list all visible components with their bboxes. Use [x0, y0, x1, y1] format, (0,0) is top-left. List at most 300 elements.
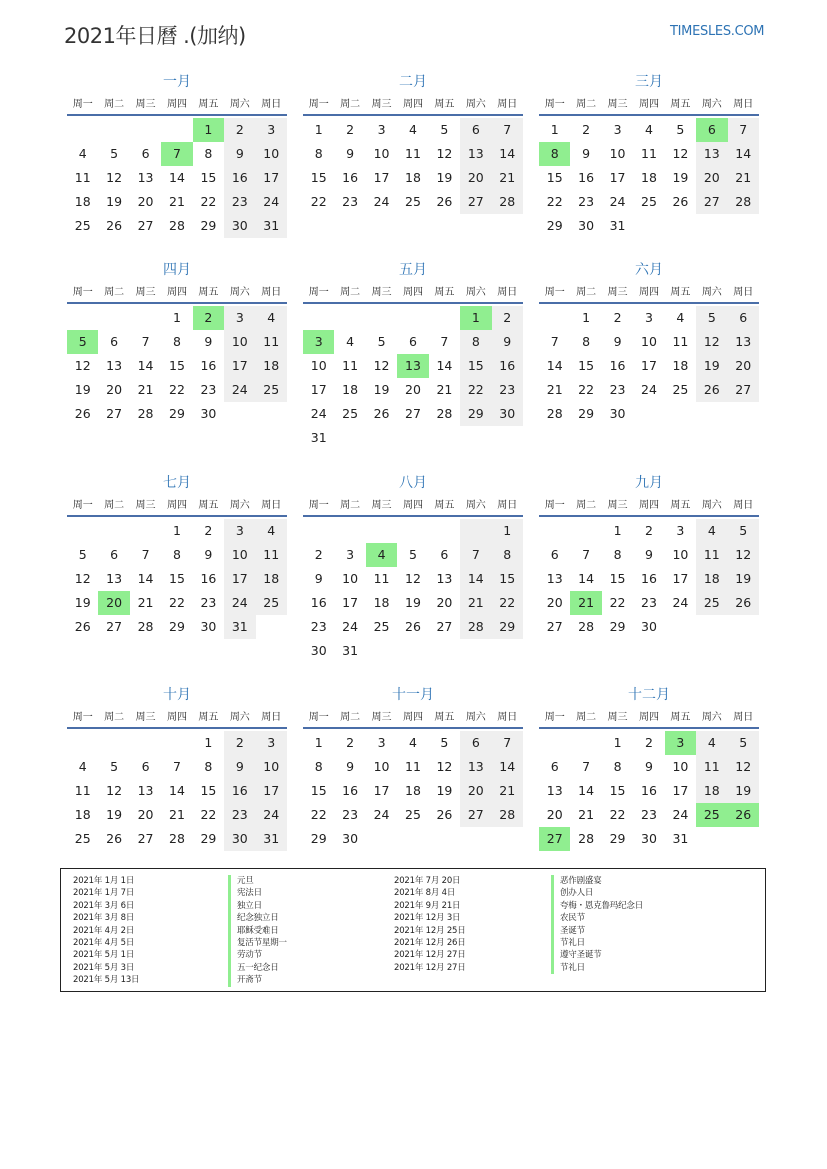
day-cell: 20: [696, 166, 727, 190]
weekday-label: 周五: [198, 712, 219, 723]
weekday-label: 周六: [465, 712, 486, 723]
weekday-label: 周一: [308, 712, 329, 723]
weekday-header: [67, 96, 287, 116]
day-cell: 6: [550, 759, 559, 774]
month-title: 二月: [399, 74, 427, 90]
day-cell: 28: [492, 190, 523, 214]
weekday-header: [303, 709, 523, 729]
day-cell: 28: [728, 190, 759, 214]
day-cell: 21: [546, 382, 563, 397]
day-cell: 22: [609, 595, 626, 610]
day-cell: 25: [641, 194, 657, 209]
day-cell: 22: [609, 807, 626, 822]
holiday-name: 遵守圣诞节: [551, 949, 643, 961]
weekday-label: 周四: [402, 500, 423, 511]
empty-cell: [67, 519, 98, 543]
weekday-label: 周日: [261, 500, 282, 511]
holiday-name: 开斋节: [228, 974, 287, 986]
empty-cell: [429, 519, 460, 543]
day-cell: 2: [224, 731, 255, 755]
weekday-label: 周三: [135, 500, 156, 511]
day-cell: 30: [342, 831, 359, 846]
day-cell: 11: [74, 170, 91, 185]
empty-cell: [429, 306, 460, 330]
day-cell: 15: [460, 354, 491, 378]
day-cell: 9: [346, 146, 355, 161]
day-cell: 3: [256, 118, 287, 142]
empty-cell: [570, 731, 601, 755]
month-block: [303, 685, 523, 851]
day-cell: 14: [578, 571, 595, 586]
day-cell: 28: [578, 831, 595, 846]
empty-cell: [130, 118, 161, 142]
weekday-label: 周四: [166, 712, 187, 723]
holiday-name: 节礼日: [551, 962, 643, 974]
day-cell: 10: [310, 358, 327, 373]
day-cell: 6: [460, 118, 491, 142]
day-cell: 7: [173, 759, 181, 774]
day-cell: 5: [440, 735, 449, 750]
day-cell: 14: [169, 170, 185, 185]
day-cell: 27: [460, 803, 491, 827]
weekday-label: 周三: [607, 287, 628, 298]
day-cell: 4: [346, 334, 355, 349]
day-cell: 25: [672, 382, 689, 397]
day-cell: 23: [224, 190, 255, 214]
day-cell: 17: [672, 783, 689, 798]
day-cell: 28: [578, 619, 595, 634]
weekday-label: 周四: [402, 287, 423, 298]
day-cell: 19: [74, 595, 91, 610]
weekday-label: 周六: [465, 500, 486, 511]
day-cell: 9: [346, 759, 355, 774]
weekday-label: 周三: [135, 99, 156, 110]
weekday-label: 周三: [607, 712, 628, 723]
month-title: 十一月: [392, 687, 434, 703]
day-cell: 21: [169, 194, 185, 209]
day-cell: 29: [169, 619, 185, 634]
empty-cell: [98, 519, 129, 543]
day-cell: 10: [256, 142, 287, 166]
day-cell: 13: [728, 330, 759, 354]
day-cell: 14: [492, 142, 523, 166]
day-cell: 19: [672, 170, 689, 185]
weekday-label: 周日: [733, 500, 754, 511]
day-cell: 25: [74, 218, 91, 233]
weekday-label: 周一: [544, 99, 565, 110]
day-cell: 20: [546, 807, 563, 822]
day-cell: 22: [310, 194, 327, 209]
day-cell: 27: [405, 406, 421, 421]
day-cell: 5: [110, 759, 119, 774]
day-cell: 26: [696, 378, 727, 402]
month-block: [303, 72, 523, 214]
day-cell: 28: [137, 619, 154, 634]
day-cell: 8: [613, 759, 622, 774]
day-cell: 20: [436, 595, 453, 610]
day-cell: 27: [137, 831, 154, 846]
day-cell: 8: [582, 334, 591, 349]
day-cell: 4: [696, 519, 727, 543]
day-cell: 12: [106, 170, 123, 185]
day-cell: 7: [582, 547, 591, 562]
day-cell: 25: [405, 194, 421, 209]
day-cell: 30: [200, 619, 217, 634]
day-cell: 21: [169, 807, 185, 822]
empty-cell: [67, 118, 98, 142]
day-cell: 14: [492, 755, 523, 779]
day-cell: 10: [641, 334, 657, 349]
weekday-label: 周一: [308, 500, 329, 511]
day-cell: 22: [492, 591, 523, 615]
day-cell: 19: [106, 807, 123, 822]
holiday-date: 2021年 5月 3日: [73, 962, 135, 973]
day-cell: 5: [409, 547, 417, 562]
day-cell: 1: [204, 735, 213, 750]
holiday-name: 宪法日: [228, 887, 287, 899]
month-title: 三月: [635, 74, 663, 90]
month-block: [303, 260, 523, 450]
day-cell: 31: [256, 214, 287, 238]
day-cell: 28: [169, 218, 185, 233]
empty-cell: [161, 118, 192, 142]
day-cell: 16: [200, 358, 217, 373]
day-cell: 12: [672, 146, 689, 161]
day-cell: 23: [641, 595, 657, 610]
day-cell: 15: [578, 358, 595, 373]
day-cell: 21: [578, 807, 595, 822]
day-cell: 10: [373, 146, 390, 161]
empty-cell: [397, 519, 428, 543]
weekday-label: 周五: [198, 99, 219, 110]
day-cell: 22: [169, 595, 185, 610]
day-cell: 21: [460, 591, 491, 615]
day-cell: 29: [609, 831, 626, 846]
day-cell: 28: [137, 406, 154, 421]
day-cell: 27: [460, 190, 491, 214]
holiday-name: 恶作剧盛宴: [551, 875, 643, 887]
day-cell: 29: [609, 619, 626, 634]
weekday-label: 周六: [229, 287, 250, 298]
day-cell: 27: [728, 378, 759, 402]
day-cell: 16: [342, 783, 359, 798]
day-cell: 1: [613, 523, 622, 538]
day-cell: 4: [256, 306, 287, 330]
day-grid: [539, 306, 759, 426]
day-cell: 24: [641, 382, 657, 397]
day-cell: 26: [106, 218, 123, 233]
day-cell: 19: [728, 567, 759, 591]
weekday-label: 周二: [340, 500, 361, 511]
day-cell: 16: [641, 783, 657, 798]
weekday-label: 周一: [308, 287, 329, 298]
day-cell: 8: [314, 146, 323, 161]
day-cell: 15: [169, 358, 185, 373]
day-cell: 1: [193, 118, 224, 142]
day-cell: 25: [405, 807, 421, 822]
month-block: [303, 473, 523, 663]
day-cell: 3: [645, 310, 653, 325]
weekday-header: [303, 284, 523, 304]
day-cell: 4: [676, 310, 685, 325]
day-cell: 13: [397, 354, 428, 378]
weekday-label: 周四: [166, 500, 187, 511]
day-cell: 1: [492, 519, 523, 543]
day-cell: 1: [173, 310, 181, 325]
day-cell: 5: [67, 330, 98, 354]
weekday-label: 周二: [576, 287, 597, 298]
day-cell: 20: [728, 354, 759, 378]
day-cell: 23: [200, 382, 217, 397]
weekday-label: 周二: [104, 712, 125, 723]
day-cell: 29: [578, 406, 595, 421]
month-block: [539, 72, 759, 238]
day-cell: 20: [137, 807, 154, 822]
empty-cell: [130, 519, 161, 543]
day-cell: 29: [492, 615, 523, 639]
day-grid: [67, 306, 287, 426]
day-cell: 7: [141, 334, 150, 349]
day-cell: 18: [405, 783, 421, 798]
day-cell: 24: [672, 595, 689, 610]
day-cell: 24: [256, 803, 287, 827]
day-cell: 17: [310, 382, 327, 397]
day-cell: 11: [256, 330, 287, 354]
day-cell: 15: [609, 571, 626, 586]
holiday-name: 独立日: [228, 900, 287, 912]
holiday-date: 2021年 8月 4日: [394, 888, 456, 899]
holiday-name: 夸梅・恩克鲁玛纪念日: [551, 900, 643, 912]
weekday-label: 周四: [638, 99, 659, 110]
day-cell: 11: [405, 146, 421, 161]
month-title: 四月: [163, 262, 191, 278]
day-cell: 21: [570, 591, 601, 615]
day-cell: 16: [200, 571, 217, 586]
day-grid: [67, 519, 287, 639]
holiday-date: 2021年 3月 8日: [73, 913, 135, 924]
day-cell: 16: [224, 779, 255, 803]
day-cell: 13: [436, 571, 453, 586]
empty-cell: [161, 731, 192, 755]
day-cell: 12: [436, 759, 453, 774]
legend-names-col-1: [228, 875, 287, 987]
day-cell: 3: [613, 122, 622, 137]
day-cell: 1: [173, 523, 181, 538]
day-cell: 30: [641, 831, 657, 846]
day-cell: 4: [645, 122, 653, 137]
day-cell: 24: [342, 619, 359, 634]
day-cell: 12: [728, 755, 759, 779]
holiday-name: 农民节: [551, 912, 643, 924]
day-cell: 30: [578, 218, 595, 233]
weekday-label: 周日: [733, 287, 754, 298]
day-cell: 9: [204, 334, 213, 349]
day-cell: 2: [346, 122, 355, 137]
day-cell: 16: [342, 170, 359, 185]
day-cell: 22: [310, 807, 327, 822]
day-cell: 24: [224, 591, 255, 615]
day-grid: [539, 519, 759, 639]
month-title: 十二月: [628, 687, 670, 703]
weekday-label: 周三: [371, 99, 392, 110]
day-cell: 22: [200, 194, 217, 209]
day-cell: 1: [314, 122, 323, 137]
weekday-label: 周日: [733, 99, 754, 110]
weekday-label: 周五: [670, 99, 691, 110]
weekday-label: 周二: [104, 500, 125, 511]
day-cell: 20: [106, 382, 123, 397]
weekday-label: 周五: [670, 712, 691, 723]
day-cell: 25: [696, 803, 727, 827]
weekday-label: 周三: [607, 99, 628, 110]
day-cell: 26: [373, 406, 390, 421]
month-block: [539, 685, 759, 851]
weekday-label: 周日: [497, 287, 518, 298]
day-grid: [303, 519, 523, 663]
day-cell: 25: [342, 406, 359, 421]
day-cell: 19: [373, 382, 390, 397]
day-cell: 25: [256, 591, 287, 615]
day-cell: 19: [405, 595, 421, 610]
day-cell: 7: [492, 731, 523, 755]
day-cell: 20: [98, 591, 129, 615]
day-cell: 2: [582, 122, 591, 137]
day-cell: 20: [546, 595, 563, 610]
day-cell: 23: [492, 378, 523, 402]
day-cell: 16: [641, 571, 657, 586]
holiday-date: 2021年 5月 13日: [73, 975, 140, 986]
day-cell: 11: [342, 358, 359, 373]
day-cell: 2: [645, 735, 653, 750]
day-cell: 8: [173, 547, 181, 562]
weekday-label: 周四: [166, 287, 187, 298]
day-cell: 17: [224, 354, 255, 378]
holiday-name: 复活节星期一: [228, 937, 287, 949]
site-link[interactable]: TIMESLES.COM: [670, 24, 765, 39]
day-grid: [67, 118, 287, 238]
weekday-label: 周五: [670, 500, 691, 511]
month-title: 八月: [399, 475, 427, 491]
weekday-label: 周六: [701, 712, 722, 723]
month-block: [67, 260, 287, 426]
day-cell: 4: [696, 731, 727, 755]
day-cell: 9: [582, 146, 591, 161]
day-cell: 23: [342, 194, 359, 209]
day-cell: 30: [310, 643, 327, 658]
day-cell: 3: [377, 122, 386, 137]
empty-cell: [98, 118, 129, 142]
day-cell: 24: [256, 190, 287, 214]
day-cell: 26: [436, 807, 453, 822]
month-block: [67, 685, 287, 851]
holiday-name: 圣诞节: [551, 925, 643, 937]
day-cell: 17: [342, 595, 359, 610]
empty-cell: [539, 731, 570, 755]
weekday-label: 周二: [340, 712, 361, 723]
weekday-label: 周日: [497, 500, 518, 511]
day-cell: 13: [546, 783, 563, 798]
day-cell: 7: [440, 334, 449, 349]
day-cell: 14: [169, 783, 185, 798]
day-cell: 21: [137, 382, 154, 397]
day-cell: 14: [436, 358, 453, 373]
holiday-date: 2021年 12月 25日: [394, 925, 466, 936]
day-cell: 5: [728, 519, 759, 543]
day-cell: 19: [106, 194, 123, 209]
day-cell: 4: [256, 519, 287, 543]
weekday-label: 周日: [733, 712, 754, 723]
day-cell: 2: [492, 306, 523, 330]
day-cell: 19: [728, 779, 759, 803]
month-title: 一月: [163, 74, 191, 90]
day-cell: 24: [310, 406, 327, 421]
day-cell: 31: [672, 831, 689, 846]
day-cell: 9: [645, 759, 653, 774]
weekday-label: 周四: [638, 712, 659, 723]
day-cell: 11: [641, 146, 657, 161]
weekday-label: 周三: [135, 287, 156, 298]
day-cell: 25: [74, 831, 91, 846]
day-cell: 5: [78, 547, 87, 562]
holiday-name: 纪念独立日: [228, 912, 287, 924]
weekday-label: 周六: [229, 99, 250, 110]
holiday-date: 2021年 4月 5日: [73, 937, 135, 948]
day-cell: 25: [696, 591, 727, 615]
day-cell: 27: [106, 619, 123, 634]
day-cell: 31: [342, 643, 359, 658]
day-cell: 12: [74, 571, 91, 586]
day-cell: 26: [672, 194, 689, 209]
month-block: [67, 473, 287, 639]
day-cell: 10: [224, 330, 255, 354]
day-cell: 29: [546, 218, 563, 233]
day-cell: 24: [672, 807, 689, 822]
day-cell: 6: [460, 731, 491, 755]
day-cell: 10: [609, 146, 626, 161]
day-cell: 22: [460, 378, 491, 402]
weekday-label: 周四: [402, 712, 423, 723]
weekday-label: 周六: [465, 99, 486, 110]
day-cell: 12: [373, 358, 390, 373]
day-cell: 8: [173, 334, 181, 349]
day-cell: 5: [110, 146, 119, 161]
day-cell: 18: [74, 807, 91, 822]
day-cell: 30: [224, 214, 255, 238]
day-cell: 15: [492, 567, 523, 591]
day-cell: 28: [492, 803, 523, 827]
holiday-date: 2021年 12月 27日: [394, 950, 466, 961]
day-cell: 28: [460, 615, 491, 639]
weekday-header: [67, 284, 287, 304]
weekday-label: 周一: [72, 712, 93, 723]
day-cell: 16: [492, 354, 523, 378]
day-cell: 30: [641, 619, 657, 634]
empty-cell: [98, 731, 129, 755]
day-cell: 14: [137, 358, 154, 373]
day-cell: 23: [224, 803, 255, 827]
day-cell: 13: [106, 358, 123, 373]
holiday-date: 2021年 4月 2日: [73, 925, 135, 936]
month-title: 六月: [635, 262, 663, 278]
day-grid: [539, 731, 759, 851]
day-cell: 15: [200, 783, 217, 798]
weekday-label: 周四: [166, 99, 187, 110]
holiday-name: 五一纪念日: [228, 962, 287, 974]
day-cell: 5: [728, 731, 759, 755]
day-cell: 30: [224, 827, 255, 851]
day-cell: 10: [342, 571, 359, 586]
holiday-name: 创办人日: [551, 887, 643, 899]
